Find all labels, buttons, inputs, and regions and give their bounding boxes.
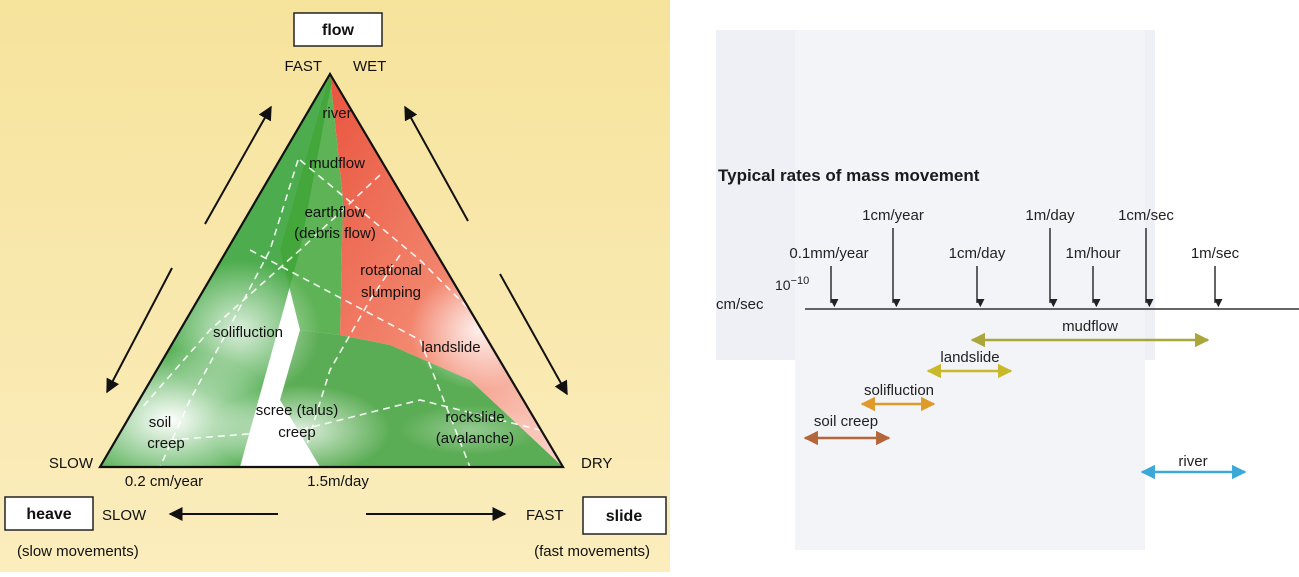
axis-start-base: 10	[775, 277, 791, 293]
slide-label: slide	[605, 508, 643, 525]
fast-movements-note: (fast movements)	[534, 543, 650, 560]
region-rockslide: rockslide	[445, 409, 505, 426]
bottom-slow-label: SLOW	[102, 507, 147, 524]
rate-left: 0.2 cm/year	[124, 473, 204, 490]
rates-title: Typical rates of mass movement	[718, 166, 980, 185]
region-slumping: slumping	[360, 284, 422, 301]
region-landslide: landslide	[421, 339, 481, 356]
region-river: river	[322, 105, 352, 122]
region-avalanche: (avalanche)	[435, 430, 515, 447]
slow-vertex-label: SLOW	[48, 455, 93, 472]
region-rotational: rotational	[360, 262, 422, 279]
axis-start-exponent: −10	[790, 275, 810, 287]
fast-vertex-label: FAST	[284, 58, 322, 75]
tick-0-1mm-year: 0.1mm/year	[789, 245, 869, 262]
tick-1m-hour: 1m/hour	[1065, 245, 1121, 262]
tick-1m-day: 1m/day	[1025, 207, 1075, 224]
bar-label-soil-creep: soil creep	[813, 413, 879, 430]
scan-margin	[700, 30, 716, 550]
wet-vertex-label: WET	[353, 58, 387, 75]
tick-1cm-day: 1cm/day	[948, 245, 1006, 262]
rates-panel	[670, 0, 1299, 572]
bottom-fast-label: FAST	[526, 507, 564, 524]
tick-1m-sec: 1m/sec	[1190, 245, 1240, 262]
bar-label-solifluction: solifluction	[863, 382, 935, 399]
rates-diagram	[670, 0, 1299, 572]
rate-mid: 1.5m/day	[307, 473, 369, 490]
bar-label-landslide: landslide	[940, 349, 1000, 366]
region-earthflow: earthflow	[304, 204, 366, 221]
region-scree-creep: creep	[278, 424, 316, 441]
tick-1cm-year: 1cm/year	[862, 207, 924, 224]
region-debris-flow: (debris flow)	[294, 225, 376, 242]
heave-label: heave	[26, 506, 72, 523]
region-scree: scree (talus)	[255, 402, 339, 419]
region-soil-creep: creep	[147, 435, 185, 452]
bar-label-mudflow: mudflow	[1062, 318, 1118, 335]
flow-label: flow	[322, 22, 354, 39]
slow-movements-note: (slow movements)	[17, 543, 139, 560]
bar-label-river: river	[1178, 453, 1208, 470]
tick-1cm-sec: 1cm/sec	[1118, 207, 1174, 224]
dry-vertex-label: DRY	[581, 455, 613, 472]
region-mudflow: mudflow	[309, 155, 365, 172]
region-solifluction: solifluction	[212, 324, 284, 341]
region-soil: soil	[148, 414, 172, 431]
axis-unit: cm/sec	[716, 296, 764, 313]
